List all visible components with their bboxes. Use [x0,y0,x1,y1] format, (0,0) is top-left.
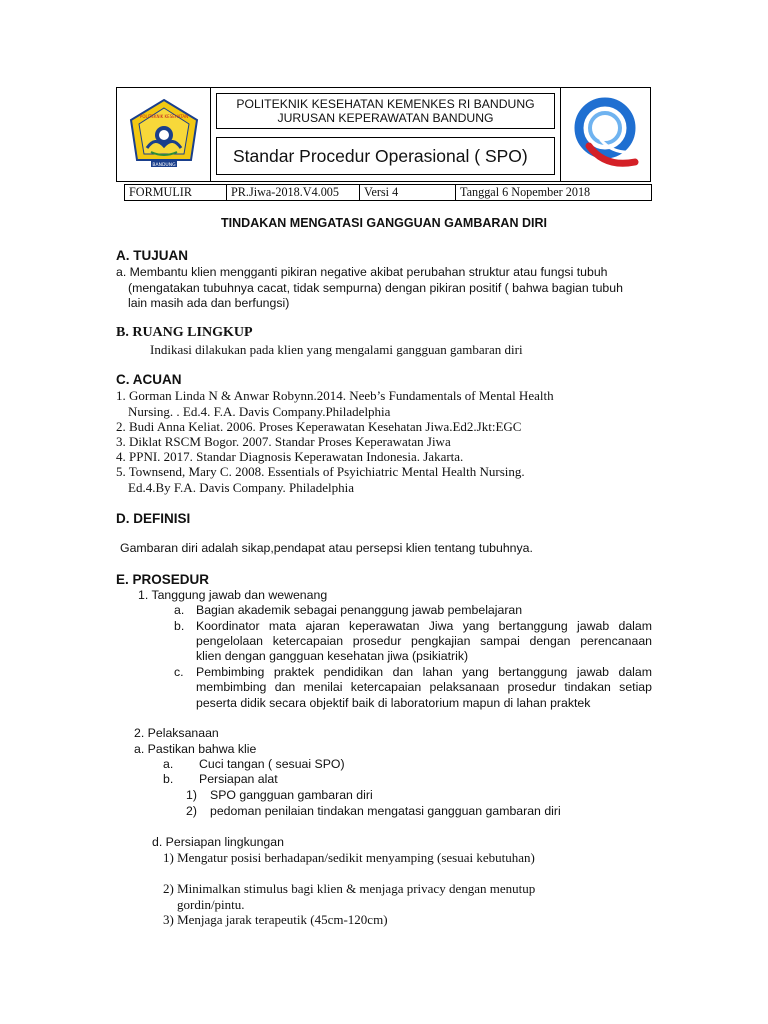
prosedur-item: 3) Menjaga jarak terapeutik (45cm-120cm) [163,912,388,927]
acuan-item: 1. Gorman Linda N & Anwar Robynn.2014. Neeb’s Fundamentals of Mental Health [116,388,554,403]
list-marker: b. [163,772,174,786]
acuan-item: Nursing. . Ed.4. F.A. Davis Company.Philadelphia [128,404,391,419]
prosedur-item: klien dengan gangguan kesehatan jiwa (psikiatrik) [196,649,469,663]
prosedur-item: pengelolaan ketercapaian prosedur pengkajian sampai dengan perencanaan [196,634,652,648]
acuan-item: 5. Townsend, Mary C. 2008. Essentials of Psyichiatric Mental Health Nursing. [116,464,525,479]
department-name: JURUSAN KEPERAWATAN BANDUNG [277,111,494,125]
prosedur-item: d. Persiapan lingkungan [152,835,284,849]
poltekkes-logo [117,88,211,181]
definisi-text: Gambaran diri adalah sikap,pendapat atau persepsi klien tentang tubuhnya. [120,541,533,555]
list-marker: 1) [186,788,197,802]
prosedur-item: 1) Mengatur posisi berhadapan/sedikit menyamping (sesuai kebutuhan) [163,850,535,865]
prosedur-item: membimbing dan menilai ketercapaian pelaksanaan prosedur tindakan setiap [196,680,652,694]
institution-name: POLITEKNIK KESEHATAN KEMENKES RI BANDUNG [236,97,535,111]
prosedur-item: gordin/pintu. [177,897,245,912]
section-tujuan-heading: A. TUJUAN [116,248,189,263]
spo-title: Standar Procedur Operasional ( SPO) [216,137,555,175]
prosedur-item: Persiapan alat [199,772,278,786]
form-label: FORMULIR [125,185,227,200]
poltekkes-logo-cell [117,88,211,181]
section-prosedur-heading: E. PROSEDUR [116,572,210,587]
prosedur-item: peserta didik secara objektif baik di laboratorium mapun di lahan praktek [196,696,591,710]
document-title: TINDAKAN MENGATASI GANGGUAN GAMBARAN DIRI [221,216,547,230]
section-acuan-heading: C. ACUAN [116,372,182,387]
form-info-row [124,184,652,201]
list-marker: c. [174,665,184,679]
list-marker: b. [174,619,185,633]
form-version: Versi 4 [360,185,456,200]
prosedur-item: Koordinator mata ajaran keperawatan Jiwa yang bertanggung jawab dalam [196,619,652,633]
prosedur-item: SPO gangguan gambaran diri [210,788,373,802]
svg-text:POLITEKNIK KESEHATAN: POLITEKNIK KESEHATAN [139,114,189,119]
acuan-item: 3. Diklat RSCM Bogor. 2007. Standar Proses Keperawatan Jiwa [116,434,451,449]
list-marker: a. [174,603,185,617]
prosedur-item: Bagian akademik sebagai penanggung jawab pembelajaran [196,603,523,617]
form-code: PR.Jiwa-2018.V4.005 [227,185,360,200]
acuan-item: Ed.4.By F.A. Davis Company. Philadelphia [128,480,354,495]
kemenkes-logo-cell [561,88,650,181]
prosedur-item: 1. Tanggung jawab dan wewenang [138,588,328,602]
institution-box [216,93,555,129]
prosedur-item: 2. Pelaksanaan [134,726,219,740]
acuan-item: 2. Budi Anna Keliat. 2006. Proses Keperawatan Kesehatan Jiwa.Ed2.Jkt:EGC [116,419,522,434]
acuan-item: 4. PPNI. 2017. Standar Diagnosis Keperawatan Indonesia. Jakarta. [116,449,464,464]
document-header [116,87,651,182]
tujuan-line: (mengatakan tubuhnya cacat, tidak sempurna) dengan pikiran positif ( bahwa bagian tubuh [128,281,623,295]
prosedur-item: Cuci tangan ( sesuai SPO) [199,757,345,771]
prosedur-item: pedoman penilaian tindakan mengatasi gangguan gambaran diri [210,804,561,818]
prosedur-item: Pembimbing praktek pendidikan dan lahan yang bertanggung jawab dalam [196,665,652,679]
ruang-lingkup-text: Indikasi dilakukan pada klien yang mengalami gangguan gambaran diri [150,342,523,357]
svg-text:BANDUNG: BANDUNG [152,163,176,168]
kemenkes-logo [561,88,650,181]
tujuan-line: lain masih ada dan berfungsi) [128,296,290,310]
form-date: Tanggal 6 Nopember 2018 [460,185,591,199]
list-marker: 2) [186,804,197,818]
tujuan-line: a. Membantu klien mengganti pikiran negative akibat perubahan struktur atau fungsi tubuh [116,265,608,279]
prosedur-item: a. Pastikan bahwa klie [134,742,257,756]
header-title-cell [211,88,561,181]
list-marker: a. [163,757,174,771]
section-ruang-lingkup-heading: B. RUANG LINGKUP [116,325,253,340]
prosedur-item: 2) Minimalkan stimulus bagi klien & menjaga privacy dengan menutup [163,881,536,896]
section-definisi-heading: D. DEFINISI [116,511,191,526]
